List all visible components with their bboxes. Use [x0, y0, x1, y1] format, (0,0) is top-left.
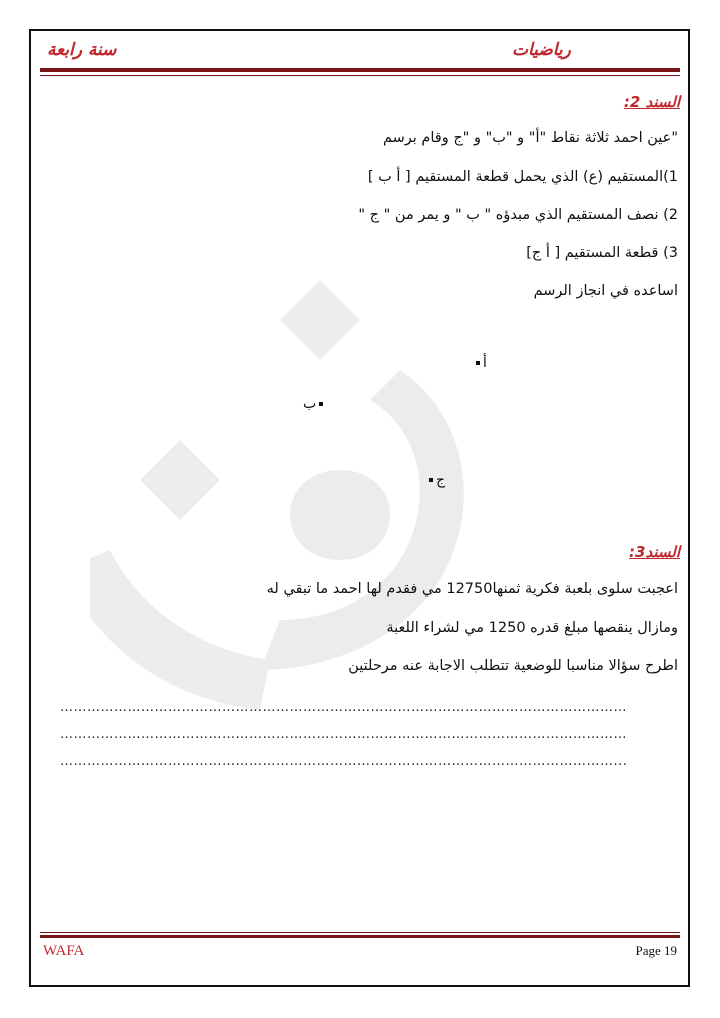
section2-title: السند 2:: [623, 93, 680, 111]
section2-item-1: 1)المستقيم (ع) الذي يحمل قطعة المستقيم [ أ ب ]: [367, 169, 678, 185]
section3-line-2: ومازال ينقصها مبلغ قدره 1250 مي لشراء اللعبة: [386, 620, 678, 636]
point-a: [473, 355, 487, 371]
section3-line-1: اعجبت سلوى بلعبة فكرية ثمنها12750 مي فقدم لها احمد ما تبقي له: [266, 581, 678, 597]
grade-label: سنة رابعة: [47, 40, 117, 60]
header-rule-thin: [40, 75, 680, 76]
section2-item-2: 2) نصف المستقيم الذي مبدؤه " ب " و يمر من " ج ": [358, 207, 678, 223]
section2-prompt: اساعده في انجاز الرسم: [533, 283, 678, 299]
subject-label: رياضيات: [512, 40, 571, 60]
answer-line-3[interactable]: ……………………………………………………………………………………………………………...: [60, 754, 628, 769]
section3-line-3: اطرح سؤالا مناسبا للوضعية تتطلب الاجابة عنه مرحلتين: [348, 658, 678, 674]
answer-line-2[interactable]: ………………………………………………………………………………………………………………: [60, 727, 627, 742]
point-c-marker: [429, 478, 433, 482]
point-b-marker: [319, 402, 323, 406]
point-b-label: ب: [303, 396, 317, 412]
point-b: [303, 396, 326, 412]
footer-brand: WAFA: [43, 943, 85, 959]
header-rule-thick: [40, 68, 680, 72]
point-c-label: ج: [436, 472, 446, 488]
point-c: [426, 472, 445, 488]
section2-intro: "عين احمد ثلاثة نقاط "أ" و "ب" و "ج وقام برسم: [382, 130, 678, 146]
section2-item-3: 3) قطعة المستقيم [ أ ج]: [526, 245, 678, 261]
section3-title: السند3:: [629, 543, 680, 561]
footer-rule-thin: [40, 932, 680, 933]
answer-line-1[interactable]: ………………………………………………………………………………………………………………: [60, 700, 627, 715]
point-a-marker: [476, 361, 480, 365]
footer-rule-thick: [40, 935, 680, 938]
point-a-label: أ: [483, 355, 487, 371]
page-number: Page 19: [635, 943, 677, 958]
